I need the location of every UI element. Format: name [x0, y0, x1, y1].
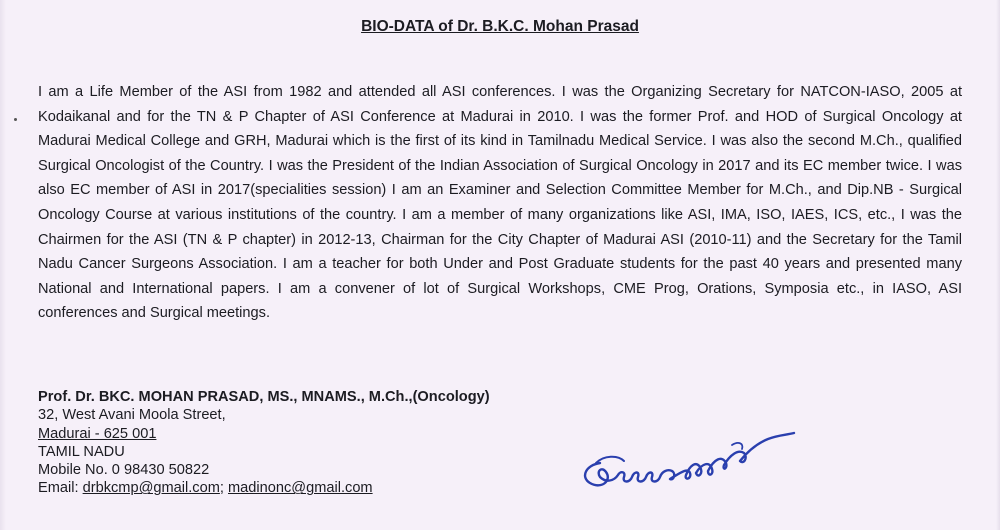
- bio-paragraph: I am a Life Member of the ASI from 1982 and attended all ASI conferences. I was the Organizing Secretary for NATCON-IASO, 2005 at Kodaikanal and for the TN & P Chapter of ASI Conference at Madurai in 2010. I was the former Prof. and HOD of Surgical Oncology at Madurai Medical College and GRH, Madurai which is the first of its kind in Tamilnadu Medical Service. I was also the second M.Ch., qualified Surgical Oncologist of the Country. I was the President of the Indian Association of Surgical Oncology in 2017 and its EC member twice. I was also EC member of ASI in 2017(specialities session) I am an Examiner and Selection Committee Member for M.Ch., and Dip.NB - Surgical Oncology Course at various institutions of the country. I am a member of many organizations like ASI, IMA, ISO, IAES, ICS, etc., I was the Chairmen for the ASI (TN & P chapter) in 2012-13, Chairman for the City Chapter of Madurai ASI (2010-11) and the Secretary for the Tamil Nadu Cancer Surgeons Association. I am a teacher for both Under and Post Graduate students for the past 40 years and presented many National and International papers. I am a convener of lot of Surgical Workshops, CME Prog, Orations, Symposia etc., in IASO, ASI conferences and Surgical meetings.: [38, 84, 962, 322]
- email-separator: ;: [219, 480, 228, 497]
- scan-speck: [14, 118, 17, 121]
- contact-name: Prof. Dr. BKC. MOHAN PRASAD, MS., MNAMS., M.Ch.,(Oncology): [38, 389, 490, 405]
- address-state: TAMIL NADU: [38, 443, 125, 460]
- email-link-1[interactable]: drbkcmp@gmail.com: [82, 480, 220, 497]
- document-title: BIO-DATA of Dr. B.K.C. Mohan Prasad: [361, 18, 639, 35]
- email-row: [38, 479, 490, 497]
- email-link-2[interactable]: madinonc@gmail.com: [228, 480, 373, 497]
- mobile-number: Mobile No. 0 98430 50822: [38, 462, 210, 479]
- address-line-2: Madurai - 625 001: [38, 425, 157, 442]
- contact-block: [38, 388, 490, 498]
- address-line-1: 32, West Avani Moola Street,: [38, 407, 226, 424]
- handwritten-signature: [572, 425, 822, 505]
- email-label: Email:: [38, 480, 83, 497]
